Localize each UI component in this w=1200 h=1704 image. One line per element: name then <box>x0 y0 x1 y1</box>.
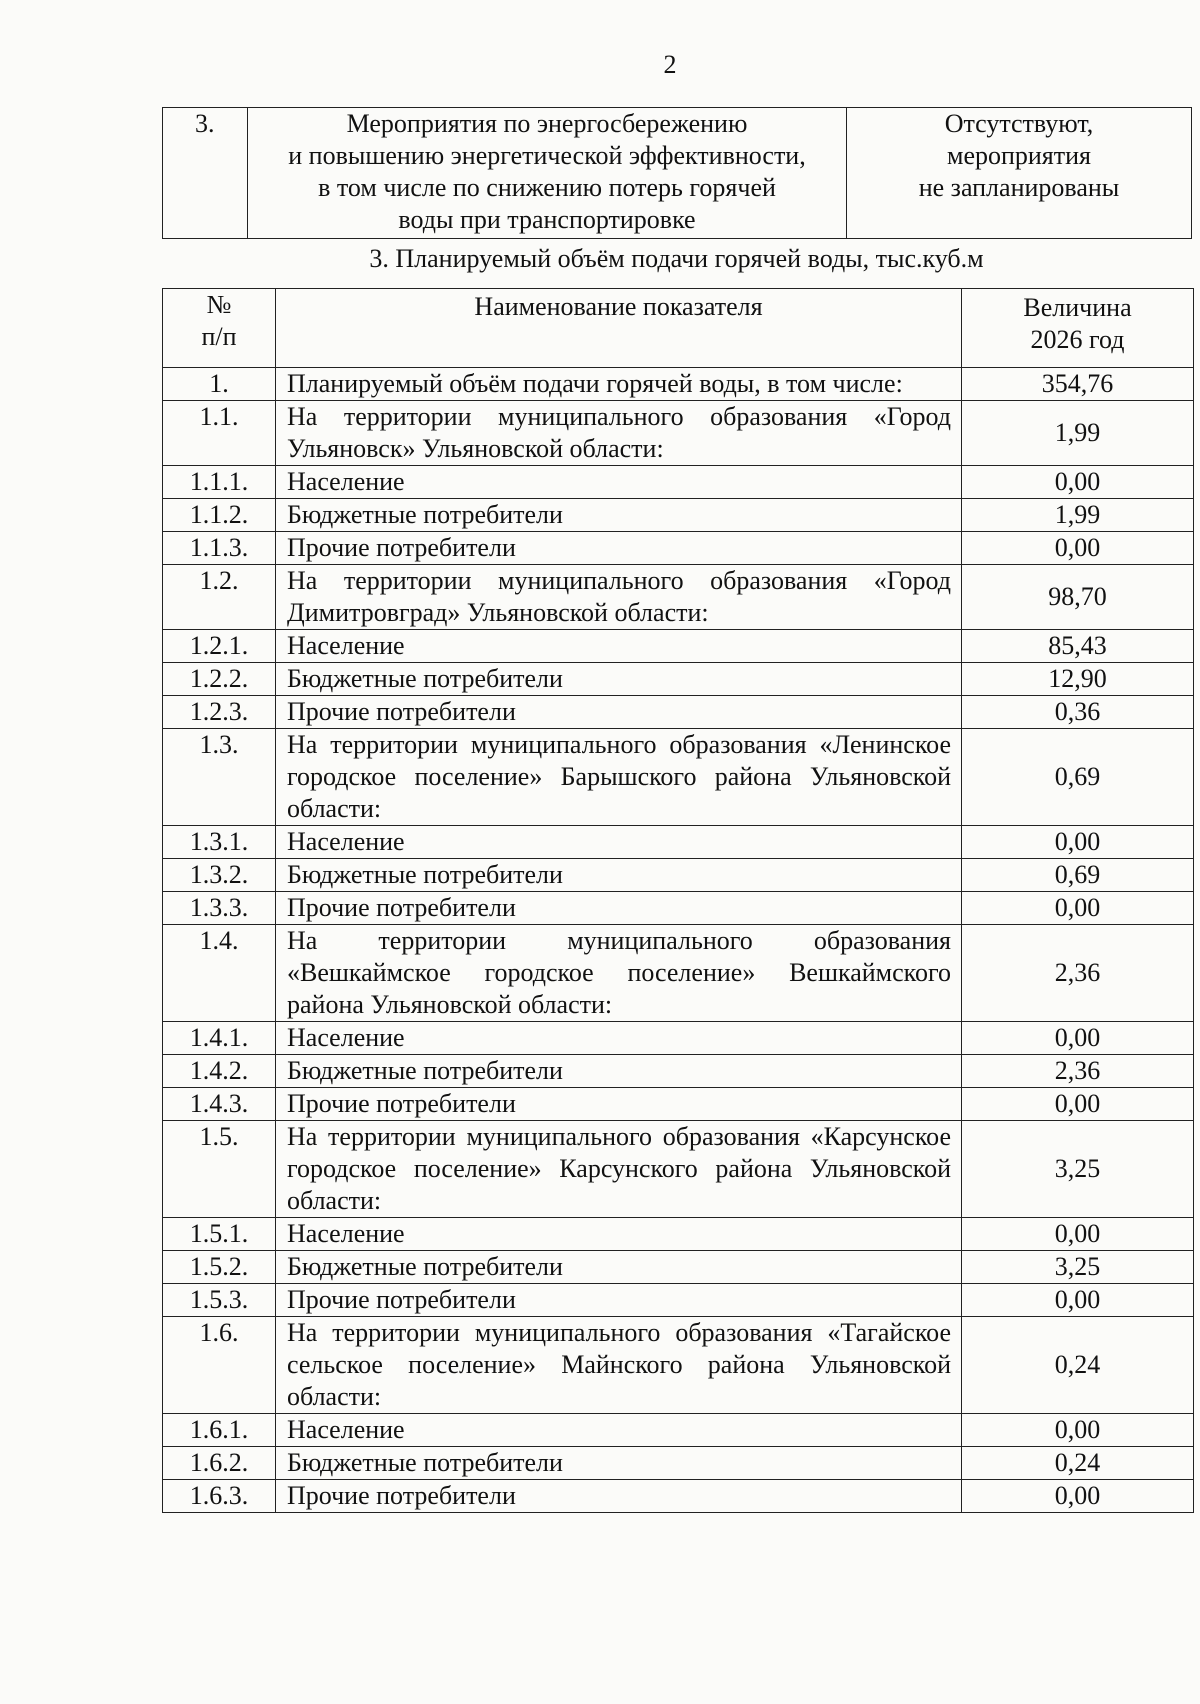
row-number: 1.4.1. <box>163 1022 276 1055</box>
row-value: 3,25 <box>962 1121 1194 1218</box>
row-name: Планируемый объём подачи горячей воды, в том числе: <box>276 368 962 401</box>
row-name: Население <box>276 826 962 859</box>
page-number: 2 <box>663 50 677 79</box>
row-number: 1.5.1. <box>163 1218 276 1251</box>
row-number: 1. <box>163 368 276 401</box>
measures-row-name <box>248 108 847 239</box>
row-name: Бюджетные потребители <box>276 499 962 532</box>
row-name: Население <box>276 1414 962 1447</box>
measures-status-line: Отсутствуют, <box>944 109 1094 138</box>
header-number-symbol: № <box>206 290 232 319</box>
row-name: Прочие потребители <box>276 532 962 565</box>
row-number: 1.1.3. <box>163 532 276 565</box>
row-number: 1.6.2. <box>163 1447 276 1480</box>
row-value: 0,69 <box>962 729 1194 826</box>
header-value <box>962 289 1194 368</box>
row-number: 1.5.3. <box>163 1284 276 1317</box>
row-value: 0,36 <box>962 696 1194 729</box>
row-name: Бюджетные потребители <box>276 859 962 892</box>
table-row <box>163 565 1194 630</box>
table-row <box>163 401 1194 466</box>
row-value: 0,24 <box>962 1317 1194 1414</box>
table-row <box>163 368 1194 401</box>
table-row <box>163 630 1194 663</box>
row-number: 1.1.2. <box>163 499 276 532</box>
table-row <box>163 826 1194 859</box>
row-number: 1.4. <box>163 925 276 1022</box>
row-name: На территории муниципального образования «Город Ульяновск» Ульяновской области: <box>276 401 962 466</box>
measures-row <box>163 108 1192 239</box>
row-name: Бюджетные потребители <box>276 1251 962 1284</box>
table-row <box>163 1022 1194 1055</box>
table-row <box>163 696 1194 729</box>
row-name: На территории муниципального образования «Вешкаймское городское поселение» Вешкаймского района Ульяновской области: <box>276 925 962 1022</box>
table-row <box>163 1218 1194 1251</box>
row-value: 12,90 <box>962 663 1194 696</box>
row-value: 98,70 <box>962 565 1194 630</box>
table-row <box>163 1284 1194 1317</box>
row-name: Бюджетные потребители <box>276 1055 962 1088</box>
table-row <box>163 1121 1194 1218</box>
row-number: 1.1.1. <box>163 466 276 499</box>
hot-water-volume-table <box>162 288 1194 1513</box>
table-row <box>163 499 1194 532</box>
row-name: Прочие потребители <box>276 1284 962 1317</box>
table-row <box>163 1414 1194 1447</box>
row-value: 0,00 <box>962 532 1194 565</box>
row-name: Бюджетные потребители <box>276 663 962 696</box>
row-number: 1.2.3. <box>163 696 276 729</box>
row-value: 3,25 <box>962 1251 1194 1284</box>
row-name: На территории муниципального образования «Тагайское сельское поселение» Майнского района Ульяновской области: <box>276 1317 962 1414</box>
measures-status-line: не запланированы <box>918 173 1120 202</box>
row-value: 0,24 <box>962 1447 1194 1480</box>
row-number: 1.2. <box>163 565 276 630</box>
header-number-abbr: п/п <box>201 322 237 351</box>
row-value: 0,00 <box>962 466 1194 499</box>
row-name: Население <box>276 1218 962 1251</box>
row-number: 1.1. <box>163 401 276 466</box>
measures-name-line: воды при транспортировке <box>398 205 696 234</box>
table-row <box>163 1447 1194 1480</box>
row-name: Бюджетные потребители <box>276 1447 962 1480</box>
row-value: 0,00 <box>962 892 1194 925</box>
row-value: 0,00 <box>962 1284 1194 1317</box>
table-row <box>163 1317 1194 1414</box>
measures-name-line: Мероприятия по энергосбережению <box>346 109 748 138</box>
row-value: 85,43 <box>962 630 1194 663</box>
section-title: 3. Планируемый объём подачи горячей воды, тыс.куб.м <box>369 244 984 273</box>
row-value: 354,76 <box>962 368 1194 401</box>
row-value: 1,99 <box>962 499 1194 532</box>
row-number: 1.6.1. <box>163 1414 276 1447</box>
table-row <box>163 466 1194 499</box>
measures-name-line: и повышению энергетической эффективности, <box>288 141 806 170</box>
row-value: 2,36 <box>962 925 1194 1022</box>
row-value: 0,00 <box>962 1414 1194 1447</box>
row-name: Прочие потребители <box>276 696 962 729</box>
row-value: 0,00 <box>962 1480 1194 1513</box>
measures-row-status <box>847 108 1192 239</box>
row-number: 1.3.1. <box>163 826 276 859</box>
row-value: 0,00 <box>962 1022 1194 1055</box>
row-name: Прочие потребители <box>276 1088 962 1121</box>
row-number: 1.2.2. <box>163 663 276 696</box>
row-value: 1,99 <box>962 401 1194 466</box>
table-row <box>163 1251 1194 1284</box>
row-number: 1.5.2. <box>163 1251 276 1284</box>
row-number: 1.6. <box>163 1317 276 1414</box>
table-row <box>163 859 1194 892</box>
row-number: 1.2.1. <box>163 630 276 663</box>
table-row <box>163 532 1194 565</box>
row-name: Население <box>276 1022 962 1055</box>
row-value: 0,00 <box>962 1088 1194 1121</box>
row-value: 0,69 <box>962 859 1194 892</box>
row-number: 1.5. <box>163 1121 276 1218</box>
table-row <box>163 1088 1194 1121</box>
row-number: 1.3.3. <box>163 892 276 925</box>
header-value-label: Величина <box>1023 293 1132 322</box>
row-name: На территории муниципального образования «Город Димитровград» Ульяновской области: <box>276 565 962 630</box>
row-value: 0,00 <box>962 1218 1194 1251</box>
table-row <box>163 663 1194 696</box>
measures-row-number: 3. <box>163 108 248 239</box>
table-header-row <box>163 289 1194 368</box>
header-value-year: 2026 год <box>1030 325 1125 354</box>
header-number <box>163 289 276 368</box>
row-value: 0,00 <box>962 826 1194 859</box>
measures-status-line: мероприятия <box>946 141 1091 170</box>
table-row <box>163 729 1194 826</box>
row-name: Прочие потребители <box>276 892 962 925</box>
row-name: Прочие потребители <box>276 1480 962 1513</box>
row-value: 2,36 <box>962 1055 1194 1088</box>
row-name: Население <box>276 630 962 663</box>
table-row <box>163 925 1194 1022</box>
table-row <box>163 1055 1194 1088</box>
row-number: 1.6.3. <box>163 1480 276 1513</box>
measures-name-line: в том числе по снижению потерь горячей <box>318 173 776 202</box>
row-number: 1.4.3. <box>163 1088 276 1121</box>
row-name: Население <box>276 466 962 499</box>
table-row <box>163 892 1194 925</box>
measures-table <box>162 107 1192 239</box>
row-name: На территории муниципального образования «Карсунское городское поселение» Карсунского района Ульяновской области: <box>276 1121 962 1218</box>
row-number: 1.3.2. <box>163 859 276 892</box>
header-name: Наименование показателя <box>276 289 962 368</box>
table-row <box>163 1480 1194 1513</box>
row-name: На территории муниципального образования «Ленинское городское поселение» Барышского района Ульяновской области: <box>276 729 962 826</box>
row-number: 1.3. <box>163 729 276 826</box>
row-number: 1.4.2. <box>163 1055 276 1088</box>
